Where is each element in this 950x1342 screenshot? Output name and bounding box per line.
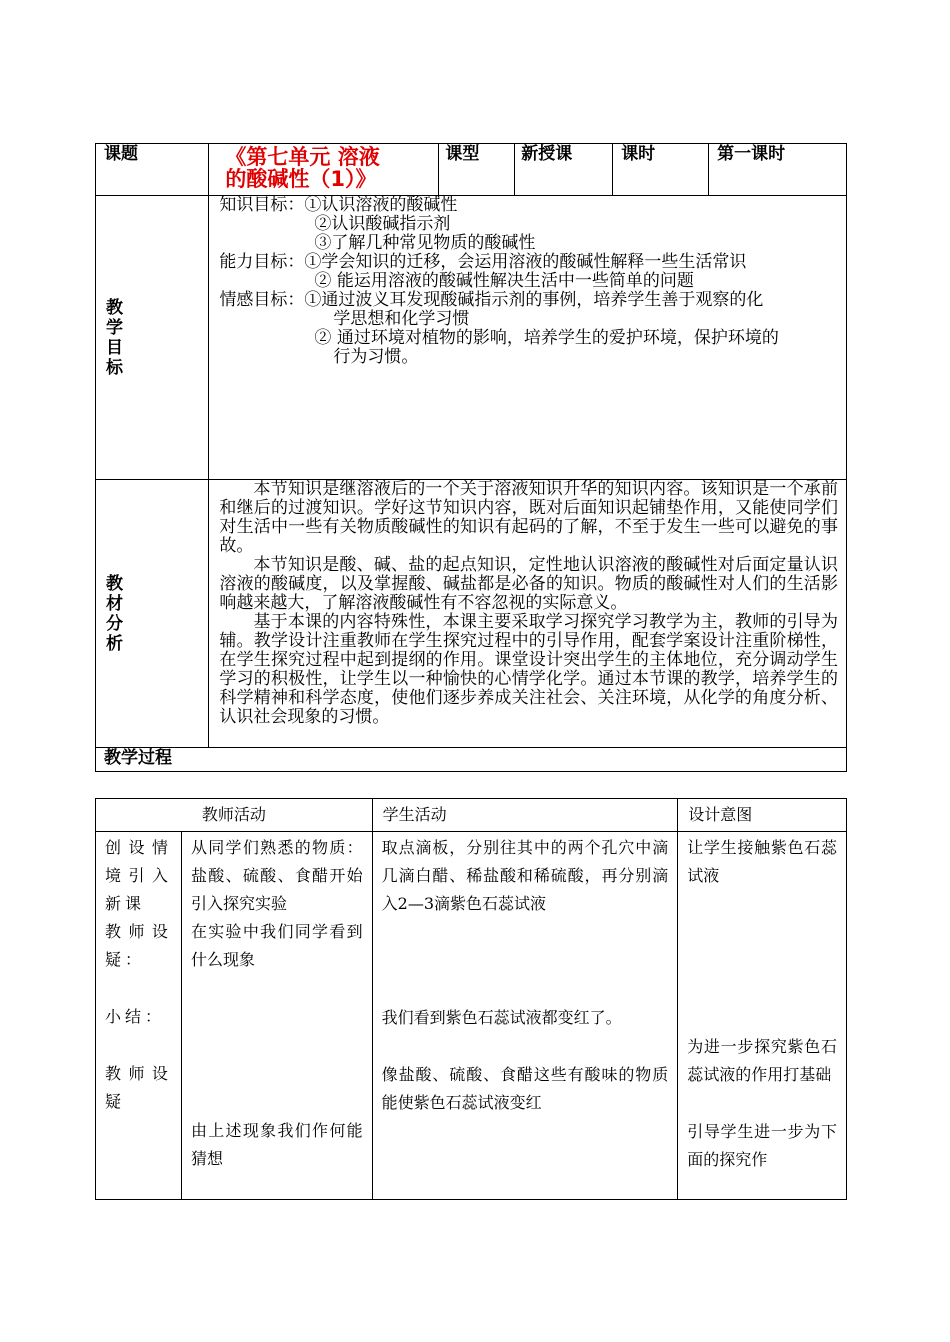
period-label-cell <box>613 144 709 196</box>
analysis-paragraph: 基于本课的内容特殊性，本课主要采取学习探究学习教学为主，教师的引导为辅。教学设计注重教师在学生探究过程中的引导作用，配套学案设计注重阶梯性，在学生探究过程中起到提纲的作用。课堂设计突出学生的主体地位，充分调动学生学习的积极性，让学生以一种愉快的心情学化学。通过本节课的教学，培养学生的科学精神和科学态度，使他们逐步养成关注社会、关注环境，从化学的角度分析、认识社会现象的习惯。 <box>219 612 838 727</box>
period-value: 第一课时 <box>717 144 786 164</box>
stage-cell <box>96 832 182 1200</box>
teacher-activity-item: 从同学们熟悉的物质：盐酸、硫酸、食醋开始引入探究实验 <box>190 838 363 913</box>
analysis-label-char: 教 <box>106 573 123 594</box>
period-value-cell <box>709 144 847 196</box>
analysis-paragraph: 本节知识是继溶液后的一个关于溶液知识升华的知识内容。该知识是一个承前和继后的过渡知识。学好这节知识内容，既对后面知识起铺垫作用，又能使同学们对生活中一些有关物质酸碱性的知识有起码的了解，不至于发生一些可以避免的事故。 <box>219 479 838 556</box>
topic-label-cell <box>96 144 209 196</box>
stage-item: 创设情境引入新课 <box>105 838 172 913</box>
type-label: 课型 <box>445 144 480 164</box>
analysis-content-cell <box>209 480 847 748</box>
goals-label-char: 目 <box>106 337 123 358</box>
lesson-plan-table <box>95 143 847 772</box>
student-activity-header <box>372 799 678 832</box>
type-label-cell <box>439 144 515 196</box>
goal-line: ②认识酸碱指示剂 <box>314 214 451 234</box>
student-activity-header-text: 学生活动 <box>382 805 447 824</box>
design-intent-item: 引导学生进一步为下面的探究作 <box>687 1122 837 1169</box>
student-activity-item: 取点滴板，分别往其中的两个孔穴中滴几滴白醋、稀盐酸和稀硫酸，再分别滴入2—3滴紫色石蕊试液 <box>381 838 669 913</box>
goal-line: 行为习惯。 <box>333 347 419 367</box>
teacher-activity-item: 由上述现象我们作何能猜想 <box>190 1121 363 1168</box>
analysis-label-cell <box>96 480 209 748</box>
goals-content-cell <box>209 196 847 480</box>
topic-value-cell <box>209 144 439 196</box>
period-label: 课时 <box>621 144 656 164</box>
goal-line: 知识目标：①认识溶液的酸碱性 <box>219 195 458 215</box>
topic-title-line2: 的酸碱性（1）》 <box>225 167 377 191</box>
process-label: 教学过程 <box>104 748 172 768</box>
topic-title-line1: 《第七单元 溶液 <box>225 145 380 169</box>
topic-label: 课题 <box>104 144 138 164</box>
student-activity-cell <box>372 832 678 1200</box>
goals-label <box>106 298 123 378</box>
design-intent-header-text: 设计意图 <box>688 805 753 824</box>
teacher-activity-header <box>96 799 373 832</box>
stage-item: 教师设疑 <box>105 1064 172 1111</box>
analysis-label-char: 材 <box>106 593 123 614</box>
goal-line: ② 通过环境对植物的影响，培养学生的爱护环境，保护环境的 <box>314 328 779 348</box>
goal-line: ③了解几种常见物质的酸碱性 <box>314 233 536 253</box>
goal-line: 情感目标：①通过波义耳发现酸碱指示剂的事例，培养学生善于观察的化 <box>219 290 764 310</box>
type-value-cell <box>515 144 613 196</box>
analysis-label-char: 分 <box>106 613 123 634</box>
stage-item: 小结： <box>105 1007 166 1026</box>
type-value: 新授课 <box>521 144 573 164</box>
goals-label-char: 学 <box>106 317 123 338</box>
goals-label-cell <box>96 196 209 480</box>
student-activity-item: 我们看到紫色石蕊试液都变红了。 <box>381 1008 622 1027</box>
goal-line: ② 能运用溶液的酸碱性解决生活中一些简单的问题 <box>314 271 694 291</box>
design-intent-item: 为进一步探究紫色石蕊试液的作用打基础 <box>687 1037 837 1084</box>
goal-line: 能力目标：①学会知识的迁移，会运用溶液的酸碱性解释一些生活常识 <box>219 252 747 272</box>
goals-label-char: 标 <box>106 357 123 378</box>
analysis-label <box>106 574 123 654</box>
analysis-label-char: 析 <box>106 633 123 654</box>
teacher-activity-cell <box>181 832 372 1200</box>
design-intent-cell <box>678 832 847 1200</box>
stage-item: 教师设疑： <box>105 922 172 969</box>
process-label-cell <box>96 748 847 772</box>
analysis-paragraph: 本节知识是酸、碱、盐的起点知识，定性地认识溶液的酸碱性对后面定量认识溶液的酸碱度，以及掌握酸、碱盐都是必备的知识。物质的酸碱性对人们的生活影响越来越大，了解溶液酸碱性有不容忽视的实际意义。 <box>219 555 838 613</box>
goal-line: 学思想和化学习惯 <box>333 309 470 329</box>
teacher-activity-item: 在实验中我们同学看到什么现象 <box>190 922 363 969</box>
teaching-process-table <box>95 798 847 1200</box>
student-activity-item: 像盐酸、硫酸、食醋这些有酸味的物质能使紫色石蕊试液变红 <box>381 1065 669 1112</box>
goals-label-char: 教 <box>106 297 123 318</box>
teacher-activity-header-text: 教师活动 <box>201 805 266 824</box>
design-intent-item: 让学生接触紫色石蕊试液 <box>687 838 837 885</box>
design-intent-header <box>678 799 847 832</box>
